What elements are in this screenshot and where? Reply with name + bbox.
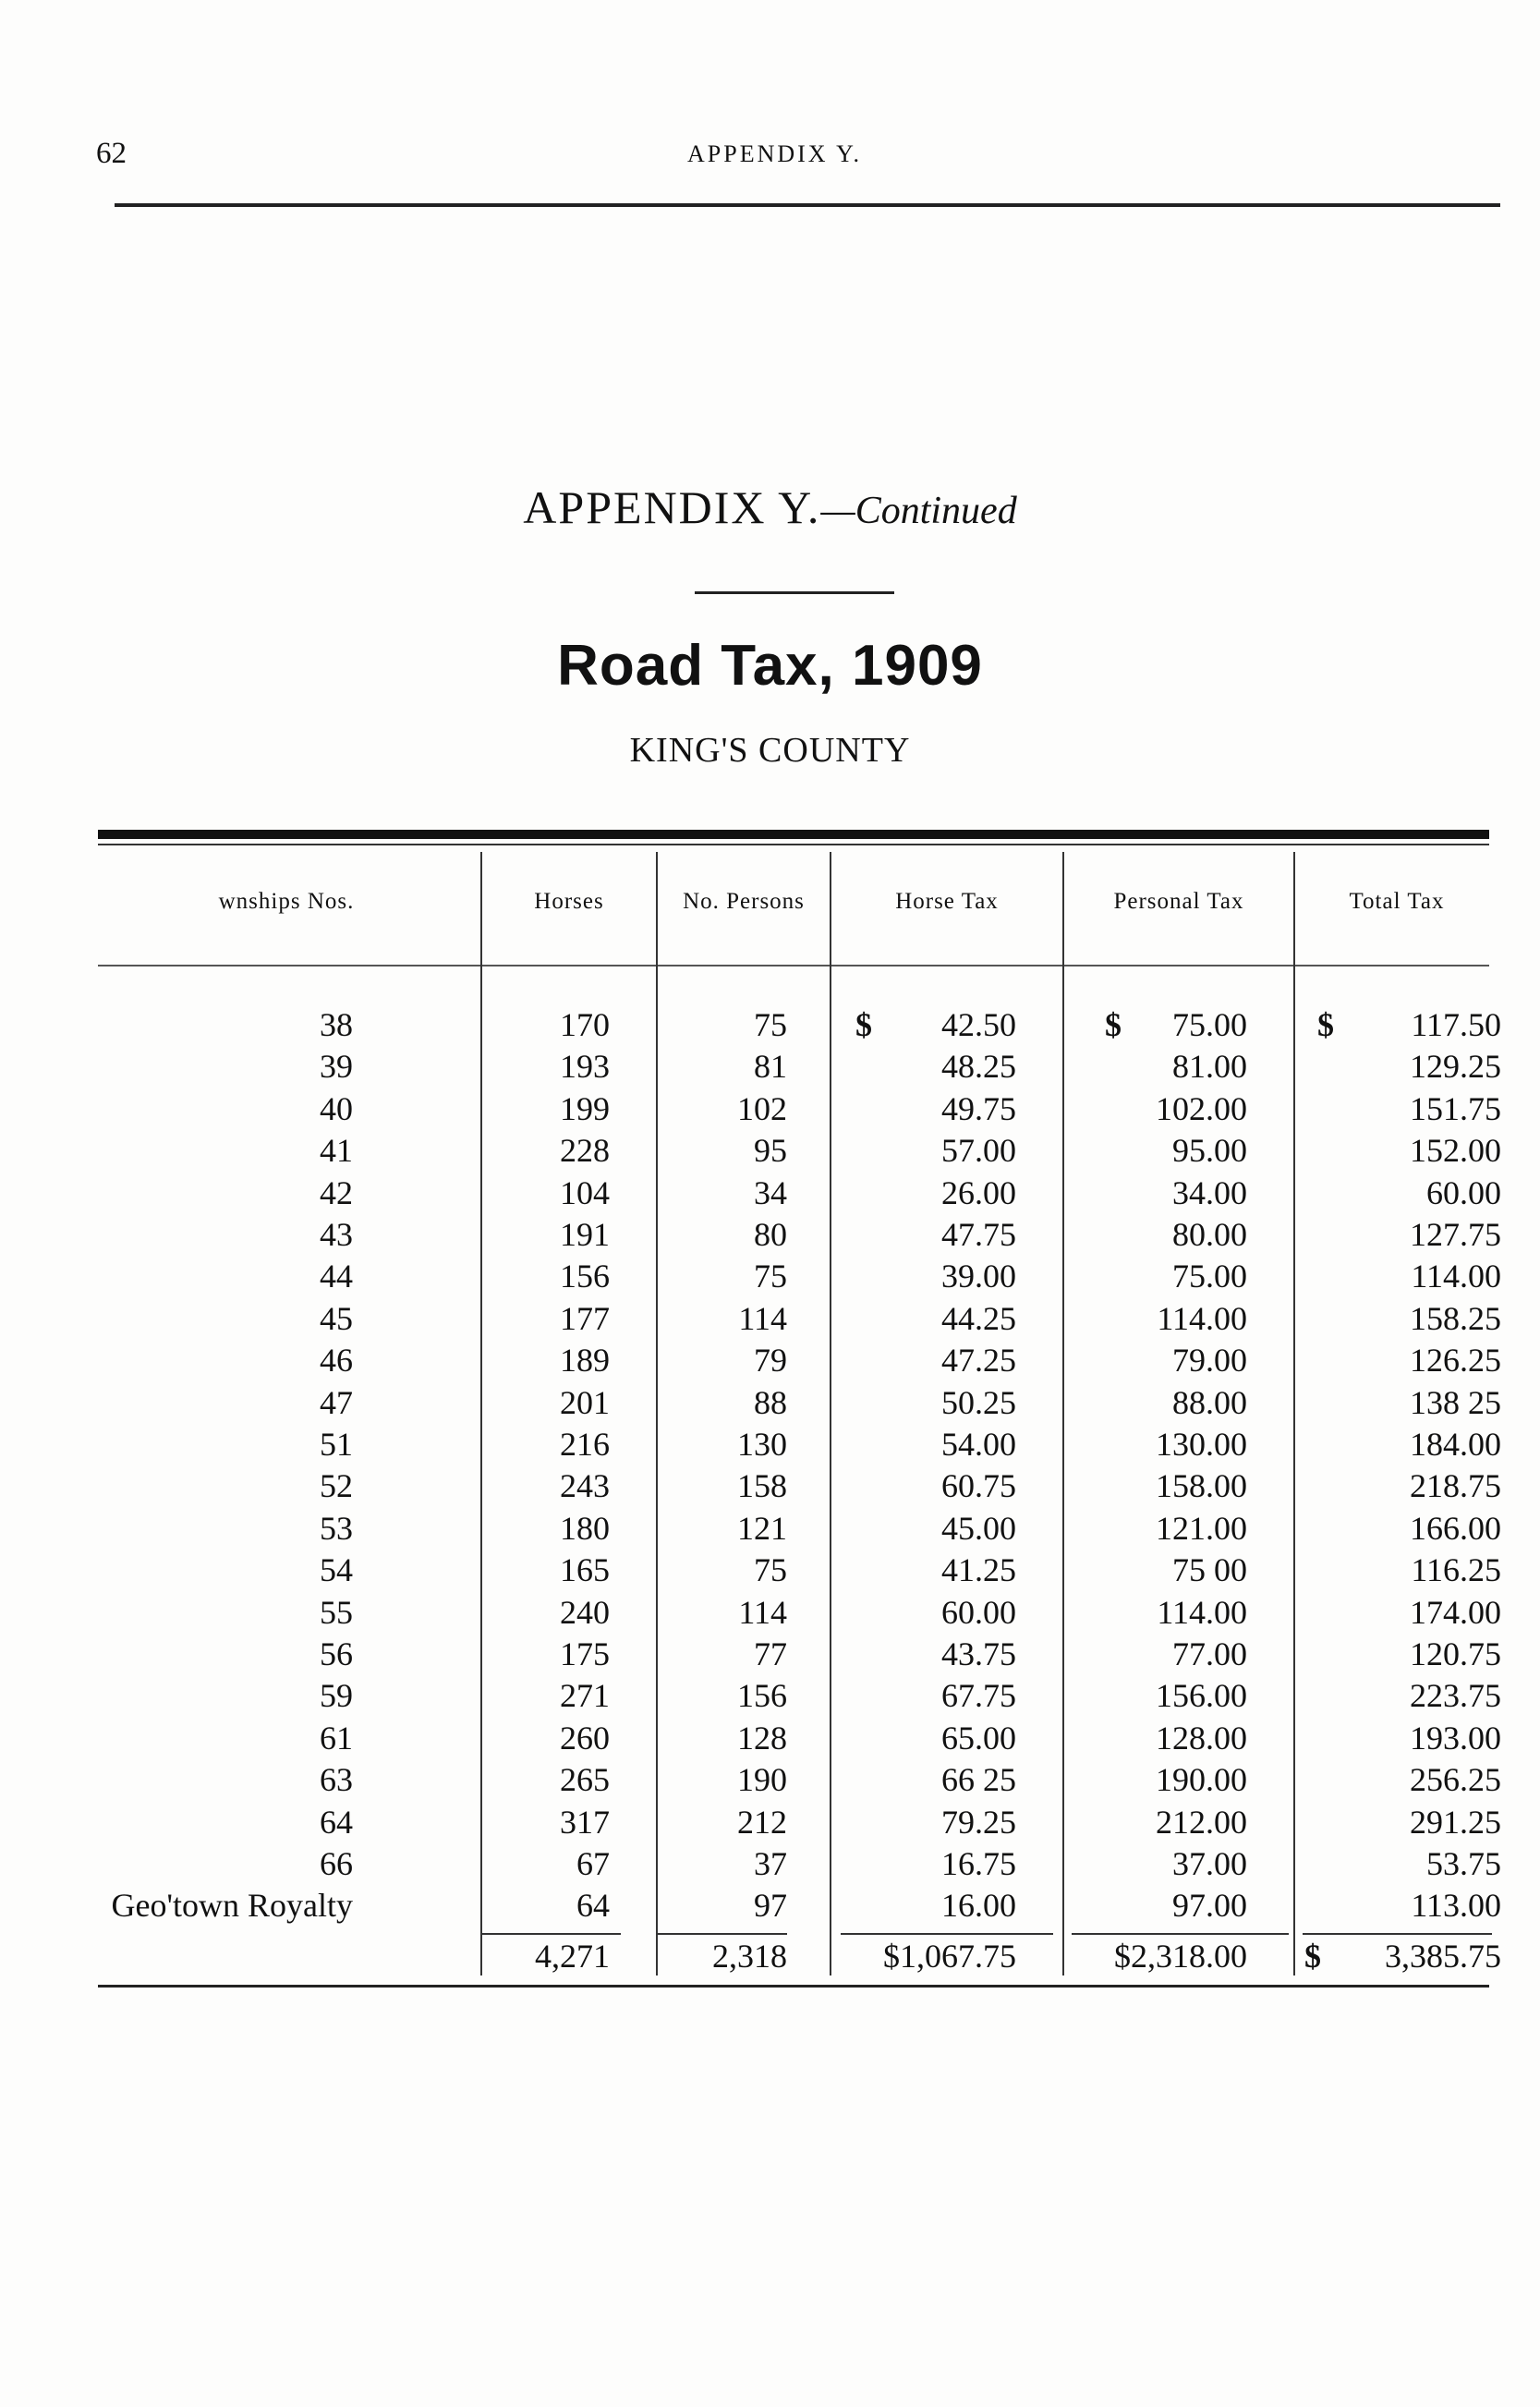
- total-tax-cell: 127.75: [1410, 1216, 1501, 1253]
- horse-tax-cell: 66 25: [941, 1761, 1016, 1798]
- persons-cell: 114: [738, 1594, 787, 1631]
- personal-tax-cell: 128.00: [1156, 1720, 1247, 1757]
- personal-tax-cell: 212.00: [1156, 1804, 1247, 1841]
- horses-cell: 170: [560, 1006, 610, 1043]
- total-horses: 4,271: [535, 1938, 610, 1975]
- horse-tax-cell: 60.00: [941, 1594, 1016, 1631]
- total-tax-cell: 126.25: [1410, 1342, 1501, 1379]
- table-row: [0, 1550, 1540, 1592]
- horse-tax-cell: 50.25: [941, 1384, 1016, 1421]
- township-cell: 44: [320, 1258, 353, 1295]
- dollar-sign: $: [1317, 1006, 1334, 1043]
- township-cell: 64: [320, 1804, 353, 1841]
- total-tax-cell: 138 25: [1410, 1384, 1501, 1421]
- persons-cell: 77: [754, 1635, 787, 1672]
- persons-cell: 80: [754, 1216, 787, 1253]
- horses-cell: 104: [560, 1174, 610, 1211]
- township-cell: 45: [320, 1300, 353, 1337]
- header-horses: Horses: [534, 889, 604, 914]
- horses-cell: 189: [560, 1342, 610, 1379]
- table-row: [0, 1635, 1540, 1676]
- horses-cell: 191: [560, 1216, 610, 1253]
- horses-cell: 64: [576, 1887, 610, 1924]
- horses-cell: 199: [560, 1090, 610, 1127]
- township-cell: 54: [320, 1551, 353, 1588]
- horses-cell: 216: [560, 1426, 610, 1463]
- total-horse-tax: $1,067.75: [883, 1938, 1016, 1975]
- total-tax-cell: 114.00: [1411, 1258, 1501, 1295]
- township-cell: 56: [320, 1635, 353, 1672]
- table-row: [0, 1341, 1540, 1382]
- total-tax-cell: 116.25: [1411, 1551, 1501, 1588]
- horse-tax-cell: 16.00: [941, 1887, 1016, 1924]
- horses-cell: 180: [560, 1510, 610, 1547]
- persons-cell: 37: [754, 1845, 787, 1882]
- personal-tax-cell: 81.00: [1172, 1048, 1247, 1085]
- page-number: 62: [96, 137, 127, 170]
- horses-cell: 265: [560, 1761, 610, 1798]
- persons-cell: 156: [737, 1677, 787, 1714]
- horse-tax-cell: 60.75: [941, 1467, 1016, 1504]
- horse-tax-cell: 44.25: [941, 1300, 1016, 1337]
- township-cell: 41: [320, 1132, 353, 1169]
- appendix-title: [0, 480, 1540, 534]
- table-row: [0, 1509, 1540, 1550]
- personal-tax-cell: 130.00: [1156, 1426, 1247, 1463]
- personal-tax-cell: 79.00: [1172, 1342, 1247, 1379]
- table-row: [0, 1089, 1540, 1131]
- total-tax-cell: 113.00: [1411, 1887, 1501, 1924]
- total-tax-cell: 184.00: [1410, 1426, 1501, 1463]
- horse-tax-cell: 47.75: [941, 1216, 1016, 1253]
- horses-cell: 193: [560, 1048, 610, 1085]
- township-cell: 59: [320, 1677, 353, 1714]
- sum-rule: [1072, 1933, 1289, 1935]
- total-tax-cell: 174.00: [1410, 1594, 1501, 1631]
- sum-rule: [1303, 1933, 1492, 1935]
- township-cell: 46: [320, 1342, 353, 1379]
- title-divider: [695, 591, 894, 594]
- township-cell: 43: [320, 1216, 353, 1253]
- total-tax-cell: 53.75: [1426, 1845, 1501, 1882]
- table-row: [0, 1719, 1540, 1760]
- total-tax-cell: 60.00: [1426, 1174, 1501, 1211]
- horses-cell: 317: [560, 1804, 610, 1841]
- personal-tax-cell: 75.00: [1172, 1006, 1247, 1043]
- header-personal-tax: Personal Tax: [1113, 889, 1244, 914]
- township-cell: 40: [320, 1090, 353, 1127]
- persons-cell: 79: [754, 1342, 787, 1379]
- township-cell: 55: [320, 1594, 353, 1631]
- persons-cell: 102: [737, 1090, 787, 1127]
- header-persons: No. Persons: [683, 889, 805, 914]
- total-tax-cell: 151.75: [1410, 1090, 1501, 1127]
- persons-cell: 114: [738, 1300, 787, 1337]
- personal-tax-cell: 114.00: [1157, 1300, 1247, 1337]
- running-title: APPENDIX Y.: [687, 140, 863, 167]
- horses-cell: 228: [560, 1132, 610, 1169]
- total-tax-cell: 218.75: [1410, 1467, 1501, 1504]
- persons-cell: 75: [754, 1258, 787, 1295]
- horse-tax-cell: 16.75: [941, 1845, 1016, 1882]
- township-cell: 42: [320, 1174, 353, 1211]
- horse-tax-cell: 42.50: [941, 1006, 1016, 1043]
- total-personal-tax: $2,318.00: [1114, 1938, 1247, 1975]
- persons-cell: 88: [754, 1384, 787, 1421]
- horses-cell: 177: [560, 1300, 610, 1337]
- horses-cell: 271: [560, 1677, 610, 1714]
- persons-cell: 81: [754, 1048, 787, 1085]
- sum-rule: [482, 1933, 621, 1935]
- header-total-tax: Total Tax: [1349, 889, 1445, 914]
- personal-tax-cell: 190.00: [1156, 1761, 1247, 1798]
- horses-cell: 260: [560, 1720, 610, 1757]
- horse-tax-cell: 49.75: [941, 1090, 1016, 1127]
- personal-tax-cell: 75.00: [1172, 1258, 1247, 1295]
- table-row: [0, 1299, 1540, 1341]
- total-tax-cell: 291.25: [1410, 1804, 1501, 1841]
- personal-tax-cell: 34.00: [1172, 1174, 1247, 1211]
- persons-cell: 128: [737, 1720, 787, 1757]
- horse-tax-cell: 79.25: [941, 1804, 1016, 1841]
- total-total-tax: 3,385.75: [1385, 1938, 1501, 1975]
- main-title: Road Tax, 1909: [557, 634, 983, 698]
- running-head: [96, 137, 1500, 174]
- table-row: [0, 1760, 1540, 1802]
- horse-tax-cell: 48.25: [941, 1048, 1016, 1085]
- township-cell: 51: [320, 1426, 353, 1463]
- continued-label: —Continued: [820, 490, 1017, 532]
- persons-cell: 34: [754, 1174, 787, 1211]
- total-tax-cell: 193.00: [1410, 1720, 1501, 1757]
- township-cell: 53: [320, 1510, 353, 1547]
- table-row: [0, 1466, 1540, 1508]
- total-tax-cell: 152.00: [1410, 1132, 1501, 1169]
- header-townships: wnships Nos.: [218, 889, 355, 914]
- persons-cell: 75: [754, 1006, 787, 1043]
- township-cell: 52: [320, 1467, 353, 1504]
- total-tax-cell: 223.75: [1410, 1677, 1501, 1714]
- table-row: [0, 1383, 1540, 1425]
- sum-rule: [658, 1933, 787, 1935]
- persons-cell: 75: [754, 1551, 787, 1588]
- appendix-title-text: APPENDIX Y.: [523, 481, 821, 533]
- personal-tax-cell: 95.00: [1172, 1132, 1247, 1169]
- horses-cell: 67: [576, 1845, 610, 1882]
- township-cell: 47: [320, 1384, 353, 1421]
- persons-cell: 130: [737, 1426, 787, 1463]
- personal-tax-cell: 88.00: [1172, 1384, 1247, 1421]
- totals-row: [0, 1937, 1540, 1978]
- township-cell: Geo'town Royalty: [111, 1887, 353, 1924]
- total-dollar-sign: $: [1304, 1938, 1321, 1975]
- total-tax-cell: 117.50: [1411, 1006, 1501, 1043]
- personal-tax-cell: 80.00: [1172, 1216, 1247, 1253]
- subtitle: KING'S COUNTY: [629, 731, 911, 770]
- table-row: [0, 1047, 1540, 1088]
- header-horse-tax: Horse Tax: [895, 889, 999, 914]
- persons-cell: 121: [737, 1510, 787, 1547]
- table-row: [0, 1257, 1540, 1298]
- personal-tax-cell: 97.00: [1172, 1887, 1247, 1924]
- total-tax-cell: 256.25: [1410, 1761, 1501, 1798]
- horse-tax-cell: 39.00: [941, 1258, 1016, 1295]
- township-cell: 39: [320, 1048, 353, 1085]
- township-cell: 66: [320, 1845, 353, 1882]
- table-row: [0, 1593, 1540, 1635]
- horse-tax-cell: 54.00: [941, 1426, 1016, 1463]
- personal-tax-cell: 77.00: [1172, 1635, 1247, 1672]
- table-row: [0, 1005, 1540, 1047]
- table-row: [0, 1425, 1540, 1466]
- table-row: [0, 1844, 1540, 1886]
- horse-tax-cell: 43.75: [941, 1635, 1016, 1672]
- total-tax-cell: 166.00: [1410, 1510, 1501, 1547]
- total-persons: 2,318: [712, 1938, 787, 1975]
- horses-cell: 156: [560, 1258, 610, 1295]
- persons-cell: 212: [737, 1804, 787, 1841]
- table-row: [0, 1803, 1540, 1844]
- horse-tax-cell: 47.25: [941, 1342, 1016, 1379]
- persons-cell: 95: [754, 1132, 787, 1169]
- horse-tax-cell: 41.25: [941, 1551, 1016, 1588]
- table-row: [0, 1676, 1540, 1718]
- dollar-sign: $: [1105, 1006, 1122, 1043]
- horse-tax-cell: 67.75: [941, 1677, 1016, 1714]
- township-cell: 38: [320, 1006, 353, 1043]
- header-rule: [115, 203, 1500, 207]
- table-top-rule: [98, 830, 1489, 839]
- horse-tax-cell: 65.00: [941, 1720, 1016, 1757]
- township-cell: 63: [320, 1761, 353, 1798]
- sum-rule: [841, 1933, 1053, 1935]
- table-row: [0, 1215, 1540, 1257]
- horse-tax-cell: 57.00: [941, 1132, 1016, 1169]
- horse-tax-cell: 45.00: [941, 1510, 1016, 1547]
- total-tax-cell: 120.75: [1410, 1635, 1501, 1672]
- horses-cell: 201: [560, 1384, 610, 1421]
- personal-tax-cell: 102.00: [1156, 1090, 1247, 1127]
- total-tax-cell: 158.25: [1410, 1300, 1501, 1337]
- table-header-rule: [98, 965, 1489, 966]
- personal-tax-cell: 158.00: [1156, 1467, 1247, 1504]
- persons-cell: 97: [754, 1887, 787, 1924]
- persons-cell: 158: [737, 1467, 787, 1504]
- persons-cell: 190: [737, 1761, 787, 1798]
- horses-cell: 243: [560, 1467, 610, 1504]
- table-bottom-rule: [98, 1985, 1489, 1988]
- personal-tax-cell: 114.00: [1157, 1594, 1247, 1631]
- township-cell: 61: [320, 1720, 353, 1757]
- table-top-thin-rule: [98, 844, 1489, 845]
- horses-cell: 240: [560, 1594, 610, 1631]
- total-tax-cell: 129.25: [1410, 1048, 1501, 1085]
- personal-tax-cell: 75 00: [1172, 1551, 1247, 1588]
- dollar-sign: $: [855, 1006, 872, 1043]
- personal-tax-cell: 121.00: [1156, 1510, 1247, 1547]
- personal-tax-cell: 156.00: [1156, 1677, 1247, 1714]
- table-row: [0, 1131, 1540, 1173]
- horses-cell: 165: [560, 1551, 610, 1588]
- horses-cell: 175: [560, 1635, 610, 1672]
- personal-tax-cell: 37.00: [1172, 1845, 1247, 1882]
- horse-tax-cell: 26.00: [941, 1174, 1016, 1211]
- table-row: [0, 1886, 1540, 1927]
- table-row: [0, 1173, 1540, 1215]
